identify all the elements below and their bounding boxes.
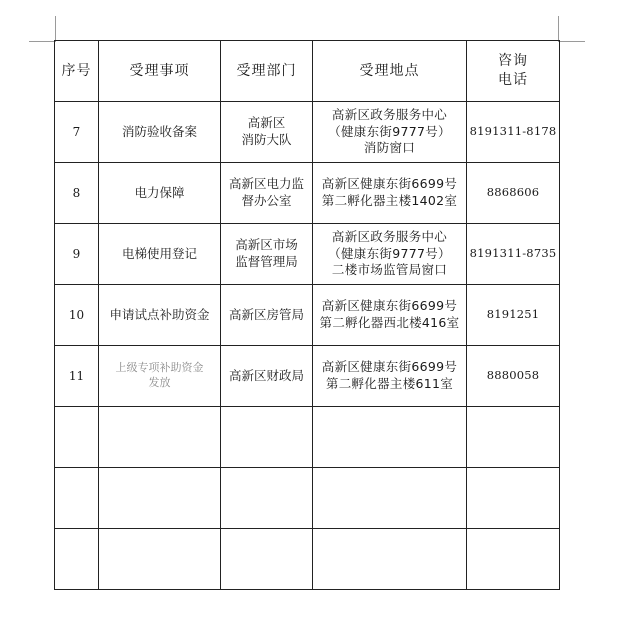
row-location: 高新区健康东街6699号 第二孵化器主楼611室 [313,346,467,407]
row-no: 8 [55,163,99,224]
row-dept: 高新区房管局 [221,285,313,346]
crop-mark-top-left-vertical [55,16,56,42]
empty-cell [99,468,221,529]
empty-cell [313,529,467,590]
header-dept: 受理部门 [221,41,313,102]
crop-mark-top-right-vertical [558,16,559,42]
row-dept: 高新区 消防大队 [221,102,313,163]
row-no: 10 [55,285,99,346]
row-phone: 8868606 [467,163,560,224]
table-row [55,346,560,407]
service-table [54,40,560,590]
empty-cell [313,407,467,468]
empty-table-row [55,468,560,529]
empty-cell [55,529,99,590]
row-dept: 高新区财政局 [221,346,313,407]
empty-cell [99,407,221,468]
row-matter: 上级专项补助资金 发放 [99,346,221,407]
empty-cell [55,468,99,529]
row-dept: 高新区市场 监督管理局 [221,224,313,285]
empty-cell [221,468,313,529]
row-phone: 8191311-8735 [467,224,560,285]
row-phone: 8191311-8178 [467,102,560,163]
row-phone: 8880058 [467,346,560,407]
empty-table-row [55,407,560,468]
row-no: 7 [55,102,99,163]
row-matter: 电力保障 [99,163,221,224]
table-row [55,285,560,346]
header-phone: 咨询 电话 [467,41,560,102]
crop-mark-top-left-horizontal [29,41,55,42]
empty-cell [313,468,467,529]
header-location: 受理地点 [313,41,467,102]
table-row [55,163,560,224]
table-row [55,102,560,163]
header-row [55,41,560,102]
row-matter: 消防验收备案 [99,102,221,163]
row-no: 9 [55,224,99,285]
empty-cell [221,529,313,590]
empty-cell [467,468,560,529]
row-location: 高新区健康东街6699号 第二孵化器主楼1402室 [313,163,467,224]
row-no: 11 [55,346,99,407]
row-phone: 8191251 [467,285,560,346]
empty-cell [221,407,313,468]
row-location: 高新区健康东街6699号 第二孵化器西北楼416室 [313,285,467,346]
header-matter: 受理事项 [99,41,221,102]
row-location: 高新区政务服务中心 （健康东街9777号） 消防窗口 [313,102,467,163]
row-dept: 高新区电力监 督办公室 [221,163,313,224]
crop-mark-top-right-horizontal [559,41,585,42]
row-matter: 申请试点补助资金 [99,285,221,346]
empty-cell [467,529,560,590]
empty-cell [467,407,560,468]
empty-table-row [55,529,560,590]
empty-cell [99,529,221,590]
row-matter: 电梯使用登记 [99,224,221,285]
table-row [55,224,560,285]
row-location: 高新区政务服务中心 （健康东街9777号） 二楼市场监管局窗口 [313,224,467,285]
header-no: 序号 [55,41,99,102]
empty-cell [55,407,99,468]
